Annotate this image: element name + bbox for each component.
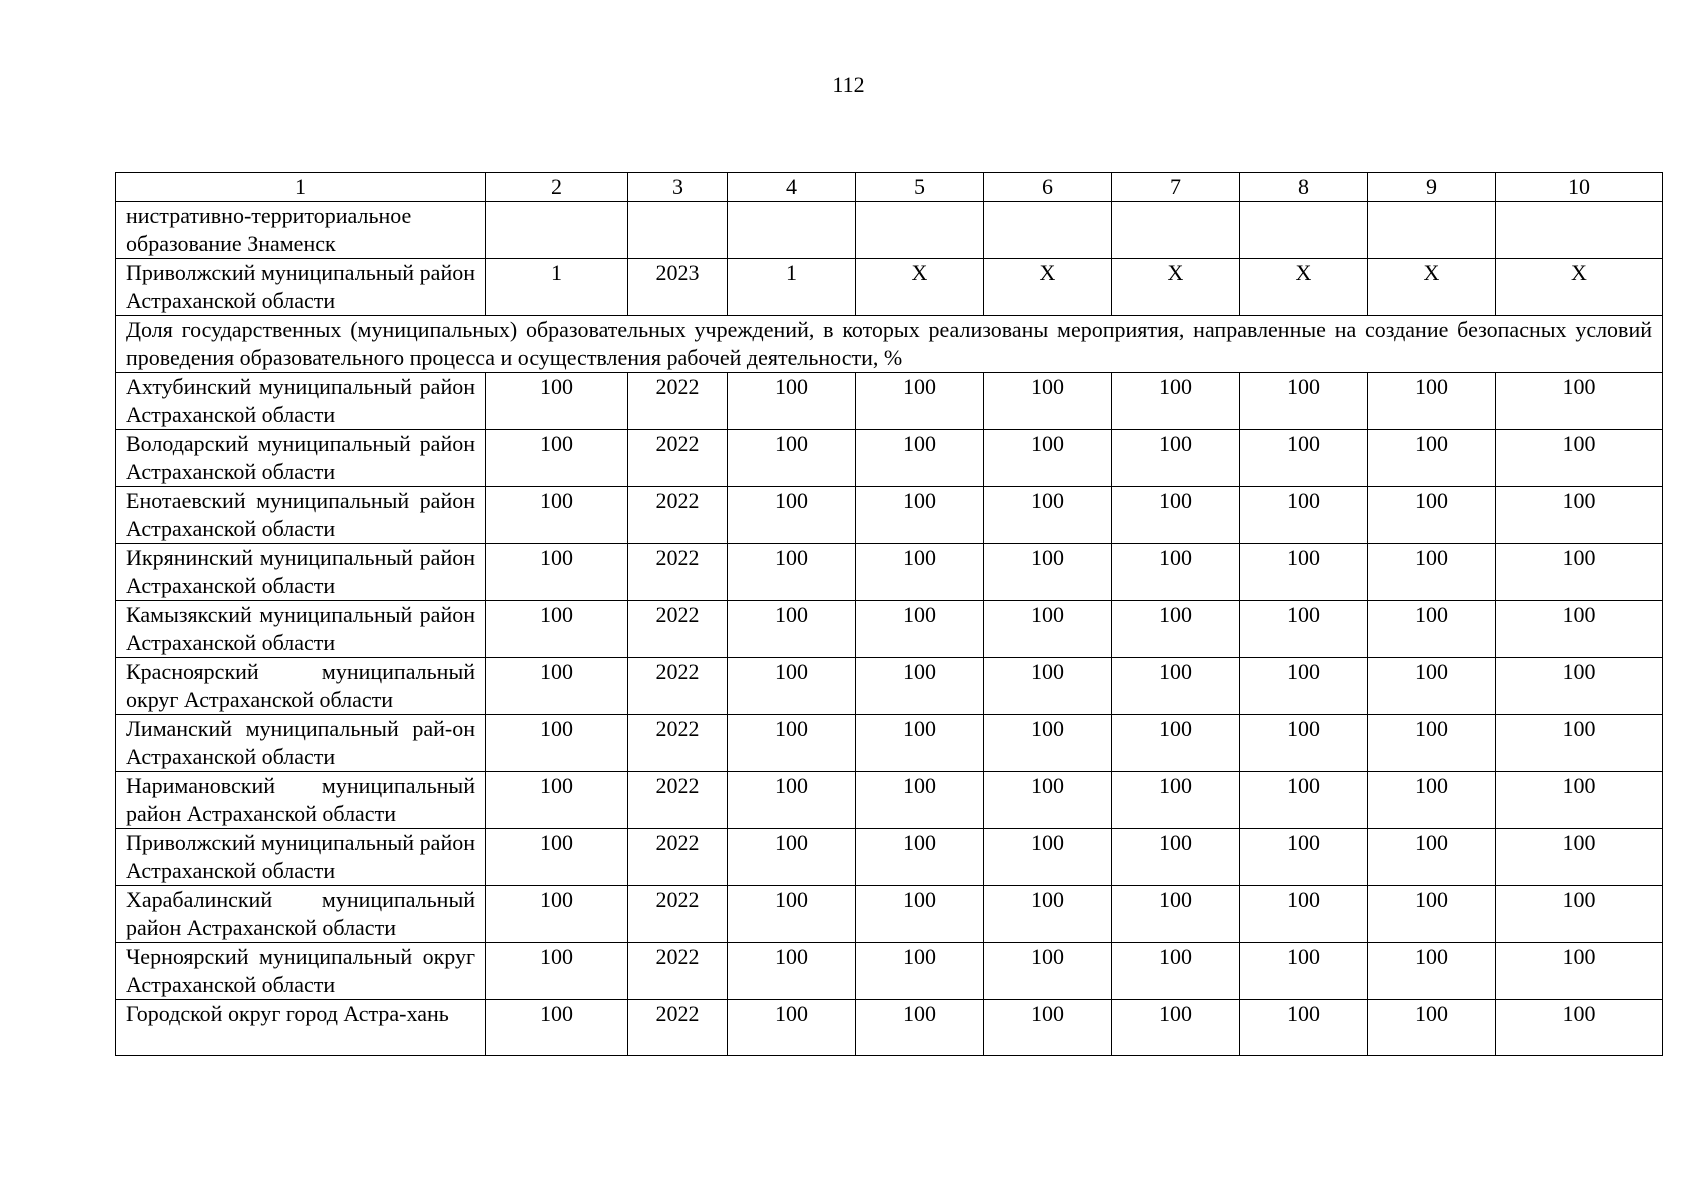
table-cell: 100 — [1496, 715, 1663, 772]
table-cell: 100 — [728, 430, 856, 487]
table-cell: 2022 — [628, 430, 728, 487]
column-number: 10 — [1496, 173, 1663, 202]
table-row — [116, 259, 1663, 316]
table-row — [116, 202, 1663, 259]
section-title-row — [116, 316, 1663, 373]
table-cell: Х — [1112, 259, 1240, 316]
territory-name: Наримановский муниципальный район Астраханской области — [116, 772, 486, 829]
table-cell: 100 — [1368, 715, 1496, 772]
table-cell: 100 — [984, 544, 1112, 601]
column-number: 5 — [856, 173, 984, 202]
table-cell: 100 — [1240, 373, 1368, 430]
table-cell: 2022 — [628, 544, 728, 601]
table-cell: 100 — [486, 487, 628, 544]
table-cell — [1240, 202, 1368, 259]
table-cell: 100 — [1112, 430, 1240, 487]
table-cell: 1 — [486, 259, 628, 316]
territory-name: Харабалинский муниципальный район Астраханской области — [116, 886, 486, 943]
table-cell: 100 — [1496, 373, 1663, 430]
table-cell: 100 — [856, 829, 984, 886]
column-number: 9 — [1368, 173, 1496, 202]
table-cell: 100 — [1240, 886, 1368, 943]
table-row — [116, 1000, 1663, 1056]
table-cell: 100 — [1496, 886, 1663, 943]
table-cell: 100 — [486, 772, 628, 829]
table-row — [116, 829, 1663, 886]
table-row — [116, 943, 1663, 1000]
table-cell: 100 — [486, 601, 628, 658]
table-cell: 100 — [728, 487, 856, 544]
table-row — [116, 715, 1663, 772]
territory-name: Красноярский муниципальный округ Астраханской области — [116, 658, 486, 715]
table-cell: 100 — [984, 829, 1112, 886]
table-row — [116, 601, 1663, 658]
column-number: 3 — [628, 173, 728, 202]
table-cell: 100 — [984, 430, 1112, 487]
territory-name: нистративно-территориальное образование Знаменск — [116, 202, 486, 259]
table-cell: 100 — [486, 373, 628, 430]
table-cell: 100 — [1240, 487, 1368, 544]
table-cell: 100 — [1240, 772, 1368, 829]
column-number: 8 — [1240, 173, 1368, 202]
column-number: 7 — [1112, 173, 1240, 202]
table-cell: 100 — [1112, 487, 1240, 544]
table-cell: 100 — [1496, 829, 1663, 886]
table-cell: 100 — [984, 886, 1112, 943]
table-cell: 100 — [984, 772, 1112, 829]
table-cell — [486, 202, 628, 259]
table-cell: 100 — [728, 601, 856, 658]
table-cell: 100 — [1368, 886, 1496, 943]
table-cell: 100 — [1496, 430, 1663, 487]
table-cell: 100 — [486, 943, 628, 1000]
table-cell: 100 — [728, 1000, 856, 1056]
table-cell: 100 — [728, 829, 856, 886]
table-cell: 100 — [856, 772, 984, 829]
table-cell: 100 — [856, 487, 984, 544]
table-cell: 100 — [984, 943, 1112, 1000]
territory-name: Енотаевский муниципальный район Астраханской области — [116, 487, 486, 544]
table-cell: 100 — [984, 601, 1112, 658]
table-cell: 2022 — [628, 772, 728, 829]
table-cell: 100 — [1240, 658, 1368, 715]
table-row — [116, 886, 1663, 943]
table-cell: 100 — [1112, 544, 1240, 601]
table-cell: 2022 — [628, 658, 728, 715]
territory-name: Городской округ город Астра-хань — [116, 1000, 486, 1056]
table-cell: 2022 — [628, 487, 728, 544]
table-cell: 2023 — [628, 259, 728, 316]
table-cell: 100 — [1368, 943, 1496, 1000]
table-cell: 100 — [486, 715, 628, 772]
table-cell: 100 — [486, 430, 628, 487]
table-cell: 100 — [1368, 772, 1496, 829]
table-cell: 2022 — [628, 373, 728, 430]
table-cell: 100 — [984, 1000, 1112, 1056]
table-cell: 100 — [1112, 715, 1240, 772]
territory-name: Приволжский муниципальный район Астраханской области — [116, 829, 486, 886]
table-cell — [1112, 202, 1240, 259]
data-rows — [116, 373, 1663, 1056]
table-cell: Х — [984, 259, 1112, 316]
table-cell: 100 — [486, 829, 628, 886]
table-cell: 100 — [1496, 772, 1663, 829]
column-number: 4 — [728, 173, 856, 202]
table-cell: 100 — [1112, 829, 1240, 886]
table-cell: 100 — [486, 658, 628, 715]
territory-name: Володарский муниципальный район Астраханской области — [116, 430, 486, 487]
table-cell — [628, 202, 728, 259]
table-row — [116, 772, 1663, 829]
table-cell: 100 — [856, 886, 984, 943]
table-cell: 100 — [1496, 487, 1663, 544]
table-cell: 100 — [856, 601, 984, 658]
table-cell: 100 — [1240, 601, 1368, 658]
table-cell: 100 — [856, 1000, 984, 1056]
table-cell: 100 — [728, 715, 856, 772]
table-cell: 100 — [856, 430, 984, 487]
table-cell: 100 — [1240, 943, 1368, 1000]
section-title: Доля государственных (муниципальных) образовательных учреждений, в которых реализованы мероприятия, направленные на создание безопасных условий проведения образовательного процесса и осуществления рабочей деятельности, % — [116, 316, 1663, 373]
table-cell — [1368, 202, 1496, 259]
table-cell: 100 — [1112, 886, 1240, 943]
table-cell: 100 — [984, 373, 1112, 430]
table-cell: 100 — [1368, 487, 1496, 544]
table-cell: 100 — [728, 772, 856, 829]
table-cell: 2022 — [628, 715, 728, 772]
table-cell: 100 — [728, 373, 856, 430]
table-cell: 100 — [728, 943, 856, 1000]
table-cell: Х — [1496, 259, 1663, 316]
table-cell: 100 — [1368, 544, 1496, 601]
table-cell: 2022 — [628, 601, 728, 658]
indicator-table — [115, 172, 1663, 1056]
table-row — [116, 544, 1663, 601]
table-cell: 100 — [486, 886, 628, 943]
table-cell: 100 — [1368, 373, 1496, 430]
table-cell: 100 — [486, 1000, 628, 1056]
territory-name: Приволжский муниципальный район Астраханской области — [116, 259, 486, 316]
column-number: 1 — [116, 173, 486, 202]
table-cell: 100 — [1496, 1000, 1663, 1056]
table-cell: 100 — [984, 658, 1112, 715]
table-cell — [1496, 202, 1663, 259]
table-cell: 100 — [1496, 658, 1663, 715]
table-cell: 100 — [1112, 373, 1240, 430]
table-cell: Х — [1368, 259, 1496, 316]
table-cell: 100 — [1368, 1000, 1496, 1056]
territory-name: Черноярский муниципальный округ Астраханской области — [116, 943, 486, 1000]
table-row — [116, 373, 1663, 430]
territory-name: Ахтубинский муниципальный район Астраханской области — [116, 373, 486, 430]
table-row — [116, 487, 1663, 544]
table-cell: 100 — [856, 544, 984, 601]
table-cell: 100 — [1496, 601, 1663, 658]
table-cell: 100 — [1368, 658, 1496, 715]
table-cell: 100 — [486, 544, 628, 601]
table-row — [116, 430, 1663, 487]
table-cell: 100 — [1496, 544, 1663, 601]
table-cell: 100 — [856, 658, 984, 715]
column-number: 2 — [486, 173, 628, 202]
table-cell: 100 — [984, 715, 1112, 772]
table-cell: 100 — [1112, 601, 1240, 658]
table-cell: 100 — [1368, 601, 1496, 658]
table-cell: 100 — [1240, 715, 1368, 772]
table-cell: 100 — [1112, 772, 1240, 829]
table-cell: 100 — [984, 487, 1112, 544]
table-cell: 100 — [1240, 1000, 1368, 1056]
table-cell — [728, 202, 856, 259]
table-cell — [856, 202, 984, 259]
page-number: 112 — [832, 72, 865, 97]
table-cell: 100 — [1496, 943, 1663, 1000]
table-cell: 100 — [856, 715, 984, 772]
table-cell: 100 — [1240, 829, 1368, 886]
table-cell: 2022 — [628, 829, 728, 886]
column-number: 6 — [984, 173, 1112, 202]
territory-name: Камызякский муниципальный район Астраханской области — [116, 601, 486, 658]
table-cell: 2022 — [628, 943, 728, 1000]
territory-name: Икрянинский муниципальный район Астраханской области — [116, 544, 486, 601]
table-cell: 100 — [1240, 544, 1368, 601]
table-cell — [984, 202, 1112, 259]
table-cell: 2022 — [628, 1000, 728, 1056]
table-cell: 100 — [728, 886, 856, 943]
table-cell: 2022 — [628, 886, 728, 943]
table-cell: 100 — [1368, 829, 1496, 886]
table-cell: Х — [1240, 259, 1368, 316]
table-cell: 1 — [728, 259, 856, 316]
table-cell: 100 — [1240, 430, 1368, 487]
table-cell: 100 — [1112, 1000, 1240, 1056]
table-cell: Х — [856, 259, 984, 316]
table-cell: 100 — [728, 544, 856, 601]
table-cell: 100 — [1112, 658, 1240, 715]
table-cell: 100 — [1112, 943, 1240, 1000]
table-cell: 100 — [1368, 430, 1496, 487]
table-row — [116, 658, 1663, 715]
table-cell: 100 — [728, 658, 856, 715]
table-cell: 100 — [856, 373, 984, 430]
column-number-row — [116, 173, 1663, 202]
territory-name: Лиманский муниципальный рай-он Астраханской области — [116, 715, 486, 772]
table-cell: 100 — [856, 943, 984, 1000]
